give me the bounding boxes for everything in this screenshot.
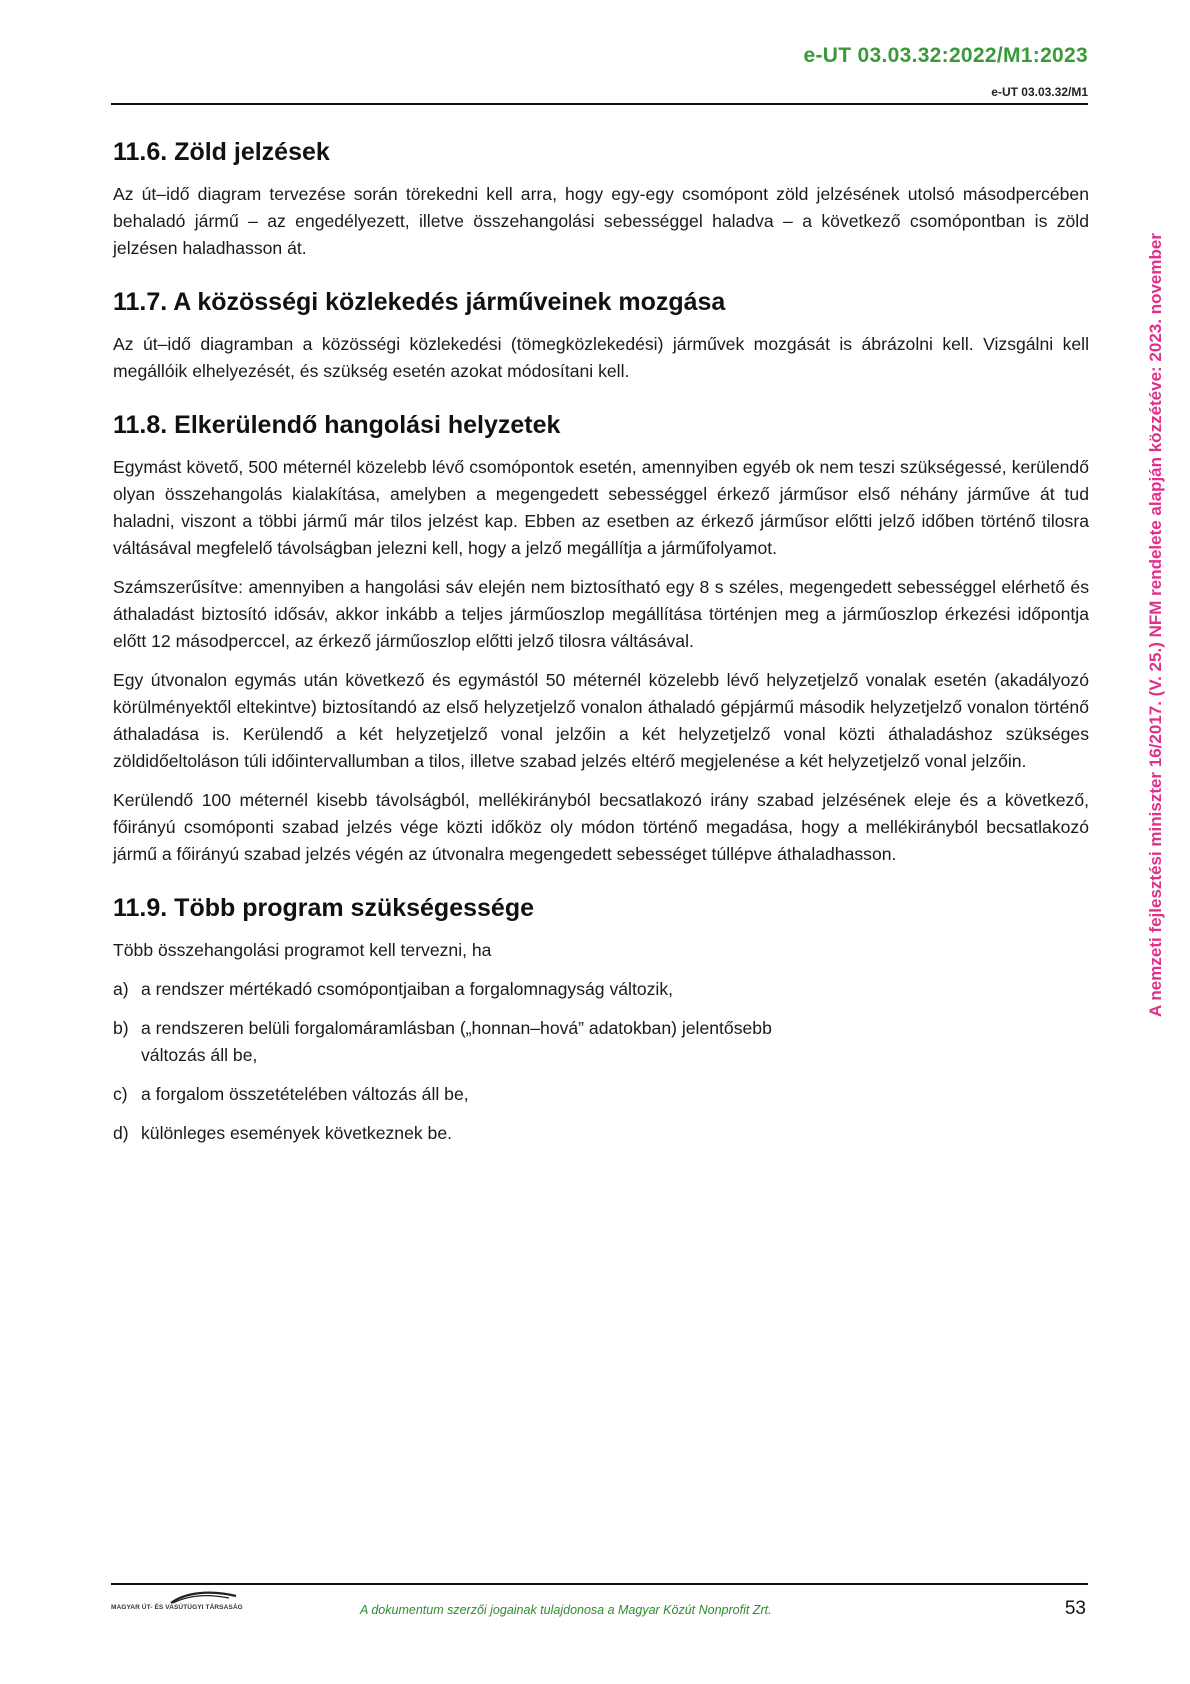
condition-list (113, 976, 1089, 1147)
list-item (113, 1120, 1089, 1147)
paragraph: Kerülendő 100 méternél kisebb távolságból, mellékirányból becsatlakozó irány szabad jelzésének eleje és a következő, főirányú csomóponti szabad jelzés vége közti időköz oly módon történő megadása, hogy a mellékirányból becsatlakozó jármű a főirányú szabad jelzés végén az útvonalra megengedett sebességet túllépve áthaladhasson. (113, 790, 1089, 864)
list-item (113, 976, 1089, 1003)
section-11-8 (113, 411, 1089, 868)
paragraph: Számszerűsítve: amennyiben a hangolási sáv elején nem biztosítható egy 8 s széles, megengedett sebességgel elérhető és áthaladást biztosító idősáv, akkor inkább a teljes járműoszlop megállítása történjen meg a járműoszlop érkezési időpontja előtt 12 másodperccel, az érkező járműoszlop előtti jelző tilosra váltásával. (113, 577, 1089, 651)
list-marker: a) (113, 979, 129, 999)
page-number: 53 (1064, 1598, 1086, 1619)
list-item (113, 1081, 1089, 1108)
footer-divider (111, 1583, 1088, 1585)
list-marker: b) (113, 1018, 129, 1038)
paragraph: Egy útvonalon egymás után következő és egymástól 50 méternél közelebb lévő helyzetjelző vonalak esetén (akadályozó körülményektől eltekintve) biztosítandó az első helyzetjelző vonalon áthaladó gépjármű második helyzetjelző vonalon történő áthaladása is. Kerülendő a két helyzetjelző vonal jelzőin a két helyzetjelző vonal közti áthaladáshoz szükséges zöldidőeltoláson túli időintervallumban a tilos, illetve szabad jelzés eltérő megjelenése a két helyzetjelző vonal jelzőin. (113, 670, 1089, 771)
list-item-text: a forgalom összetételében változás áll be, (141, 1084, 469, 1104)
section-11-6 (113, 138, 1089, 262)
road-swoosh-icon (111, 1590, 261, 1604)
paragraph: Az út–idő diagramban a közösségi közlekedési (tömegközlekedési) járművek mozgását is ábrázolni kell. Vizsgálni kell megállóik elhelyezését, és szükség esetén azokat módosítani kell. (113, 334, 1089, 381)
logo-text: MAGYAR ÚT- ÉS VASÚTÜGYI TÁRSASÁG (111, 1604, 243, 1611)
section-heading: 11.6. Zöld jelzések (113, 138, 330, 166)
header-divider (111, 103, 1088, 105)
list-marker: c) (113, 1084, 128, 1104)
publication-side-note: A nemzeti fejlesztési miniszter 16/2017. (V. 25.) NFM rendelete alapján közzétéve: 2023. november (1146, 233, 1165, 1017)
document-code: e-UT 03.03.32:2022/M1:2023 (803, 44, 1088, 67)
paragraph: Egymást követő, 500 méternél közelebb lévő csomópontok esetén, amennyiben egyéb ok nem teszi szükségessé, kerülendő olyan összehangolás kialakítása, amelyben a megengedett sebességgel érkező járműsor első néhány járműve át tud haladni, viszont a többi jármű már tilos jelzést kap. Ebben az esetben az érkező járműsor előtti jelző időben történő tilosra váltásával megfelelő távolságban jelezni kell, hogy a jelző megállítja a járműfolyamot. (113, 457, 1089, 558)
section-heading: 11.7. A közösségi közlekedés járműveinek mozgása (113, 288, 726, 316)
association-logo (111, 1590, 261, 1618)
section-11-7 (113, 288, 1089, 385)
list-item-text: a rendszer mértékadó csomópontjaiban a forgalomnagyság változik, (141, 979, 674, 999)
paragraph: Több összehangolási programot kell tervezni, ha (113, 940, 492, 960)
paragraph: Az út–idő diagram tervezése során törekedni kell arra, hogy egy-egy csomópont zöld jelzésének utolsó másodpercében behaladó jármű – az engedélyezett, illetve összehangolási sebességgel haladva – a következő csomópontban is zöld jelzésen haladhasson át. (113, 184, 1089, 258)
header-reference: e-UT 03.03.32/M1 (991, 85, 1088, 99)
list-item (113, 1015, 1089, 1069)
section-heading: 11.9. Több program szükségessége (113, 894, 534, 922)
section-heading: 11.8. Elkerülendő hangolási helyzetek (113, 411, 561, 439)
list-item-text: különleges események következnek be. (141, 1123, 453, 1143)
page-body (113, 138, 1089, 1173)
copyright-notice: A dokumentum szerzői jogainak tulajdonosa a Magyar Közút Nonprofit Zrt. (360, 1603, 772, 1617)
section-11-9 (113, 894, 1089, 1147)
list-marker: d) (113, 1123, 129, 1143)
list-item-text: a rendszeren belüli forgalomáramlásban („honnan–hová” adatokban) jelentősebb változás áll be, (141, 1018, 772, 1065)
